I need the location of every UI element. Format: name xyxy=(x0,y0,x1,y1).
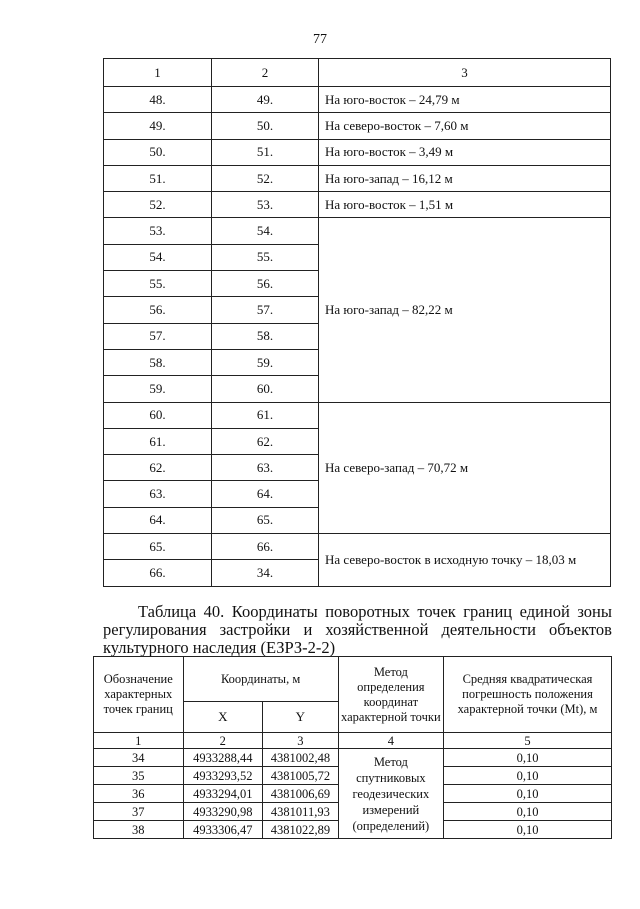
mt-value: 0,10 xyxy=(444,767,612,785)
to-point: 66. xyxy=(212,534,319,560)
to-point: 56. xyxy=(212,271,319,297)
column-number-2: 2 xyxy=(212,59,319,87)
to-point: 61. xyxy=(212,402,319,428)
coord-x: 4933288,44 xyxy=(183,749,263,767)
column-number-1: 1 xyxy=(104,59,212,87)
from-point: 53. xyxy=(104,218,212,244)
table-row xyxy=(104,87,611,113)
table-header-row xyxy=(94,657,612,702)
mt-value: 0,10 xyxy=(444,803,612,821)
table-row xyxy=(104,113,611,139)
column-number-3: 3 xyxy=(319,59,611,87)
coord-y: 4381005,72 xyxy=(263,767,339,785)
caption-word: точек xyxy=(417,602,456,621)
to-point: 49. xyxy=(212,87,319,113)
column-number: 2 xyxy=(183,733,263,749)
point-id: 38 xyxy=(94,821,184,839)
point-id: 34 xyxy=(94,749,184,767)
segment-description: На северо-восток в исходную точку – 18,03 м xyxy=(319,534,611,587)
table-caption xyxy=(103,603,612,657)
from-point: 50. xyxy=(104,139,212,165)
method-cell: Метод спутниковых геодезических измерений (определений) xyxy=(338,749,443,839)
segment-description: На юго-восток – 24,79 м xyxy=(319,87,611,113)
column-number: 1 xyxy=(94,733,184,749)
to-point: 64. xyxy=(212,481,319,507)
table-header-row xyxy=(104,59,611,87)
from-point: 65. xyxy=(104,534,212,560)
from-point: 54. xyxy=(104,244,212,270)
coord-x: 4933306,47 xyxy=(183,821,263,839)
coord-x: 4933293,52 xyxy=(183,767,263,785)
header-method: Метод определения координат характерной точки xyxy=(338,657,443,733)
from-point: 57. xyxy=(104,323,212,349)
to-point: 60. xyxy=(212,376,319,402)
point-id: 36 xyxy=(94,785,184,803)
coord-y: 4381022,89 xyxy=(263,821,339,839)
header-x: X xyxy=(183,702,263,733)
to-point: 53. xyxy=(212,192,319,218)
table-row xyxy=(104,402,611,428)
from-point: 51. xyxy=(104,165,212,191)
header-y: Y xyxy=(263,702,339,733)
coord-x: 4933294,01 xyxy=(183,785,263,803)
from-point: 56. xyxy=(104,297,212,323)
from-point: 48. xyxy=(104,87,212,113)
segment-description: На северо-восток – 7,60 м xyxy=(319,113,611,139)
from-point: 55. xyxy=(104,271,212,297)
to-point: 57. xyxy=(212,297,319,323)
header-points: Обозначение характерных точек границ xyxy=(94,657,184,733)
from-point: 59. xyxy=(104,376,212,402)
from-point: 64. xyxy=(104,507,212,533)
segment-description: На юго-восток – 3,49 м xyxy=(319,139,611,165)
to-point: 62. xyxy=(212,428,319,454)
caption-word: зоны xyxy=(577,602,612,621)
coord-x: 4933290,98 xyxy=(183,803,263,821)
caption-word: деятельности xyxy=(441,620,536,639)
column-number: 3 xyxy=(263,733,339,749)
page-number: 77 xyxy=(313,32,327,47)
column-number: 4 xyxy=(338,733,443,749)
to-point: 55. xyxy=(212,244,319,270)
caption-word: регулирования xyxy=(103,620,207,639)
table-row xyxy=(104,165,611,191)
coord-y: 4381006,69 xyxy=(263,785,339,803)
point-id: 37 xyxy=(94,803,184,821)
table-row xyxy=(94,749,612,767)
caption-line-2 xyxy=(103,621,612,639)
caption-line-1 xyxy=(103,603,612,621)
caption-word: Координаты xyxy=(231,602,318,621)
from-point: 66. xyxy=(104,560,212,586)
from-point: 58. xyxy=(104,349,212,375)
mt-value: 0,10 xyxy=(444,785,612,803)
coordinates-table xyxy=(93,656,612,839)
mt-value: 0,10 xyxy=(444,821,612,839)
caption-word: 40. xyxy=(203,602,225,621)
header-error: Средняя квадратическая погрешность положения характерной точки (Mt), м xyxy=(444,657,612,733)
boundary-segments-table xyxy=(103,58,611,587)
to-point: 50. xyxy=(212,113,319,139)
column-numbers-row xyxy=(94,733,612,749)
header-coordinates: Координаты, м xyxy=(183,657,338,702)
from-point: 61. xyxy=(104,428,212,454)
to-point: 54. xyxy=(212,218,319,244)
point-id: 35 xyxy=(94,767,184,785)
column-number: 5 xyxy=(444,733,612,749)
caption-word: единой xyxy=(519,602,570,621)
table-row xyxy=(104,192,611,218)
caption-word: и xyxy=(303,620,313,639)
to-point: 34. xyxy=(212,560,319,586)
from-point: 62. xyxy=(104,455,212,481)
caption-word: границ xyxy=(463,602,513,621)
to-point: 52. xyxy=(212,165,319,191)
table-row xyxy=(104,534,611,560)
caption-line-3: культурного наследия (ЕЗРЗ-2-2) xyxy=(103,638,336,657)
caption-word: застройки xyxy=(219,620,291,639)
coord-y: 4381002,48 xyxy=(263,749,339,767)
table-row xyxy=(104,139,611,165)
from-point: 52. xyxy=(104,192,212,218)
segment-description: На юго-запад – 16,12 м xyxy=(319,165,611,191)
caption-word: поворотных xyxy=(325,602,410,621)
to-point: 63. xyxy=(212,455,319,481)
coord-y: 4381011,93 xyxy=(263,803,339,821)
caption-word: объектов xyxy=(549,620,612,639)
segment-description: На юго-запад – 82,22 м xyxy=(319,218,611,402)
segment-description: На юго-восток – 1,51 м xyxy=(319,192,611,218)
to-point: 59. xyxy=(212,349,319,375)
caption-word: хозяйственной xyxy=(325,620,429,639)
to-point: 65. xyxy=(212,507,319,533)
mt-value: 0,10 xyxy=(444,749,612,767)
to-point: 58. xyxy=(212,323,319,349)
from-point: 60. xyxy=(104,402,212,428)
segment-description: На северо-запад – 70,72 м xyxy=(319,402,611,533)
from-point: 63. xyxy=(104,481,212,507)
caption-word: Таблица xyxy=(138,602,197,621)
table-row xyxy=(104,218,611,244)
to-point: 51. xyxy=(212,139,319,165)
from-point: 49. xyxy=(104,113,212,139)
